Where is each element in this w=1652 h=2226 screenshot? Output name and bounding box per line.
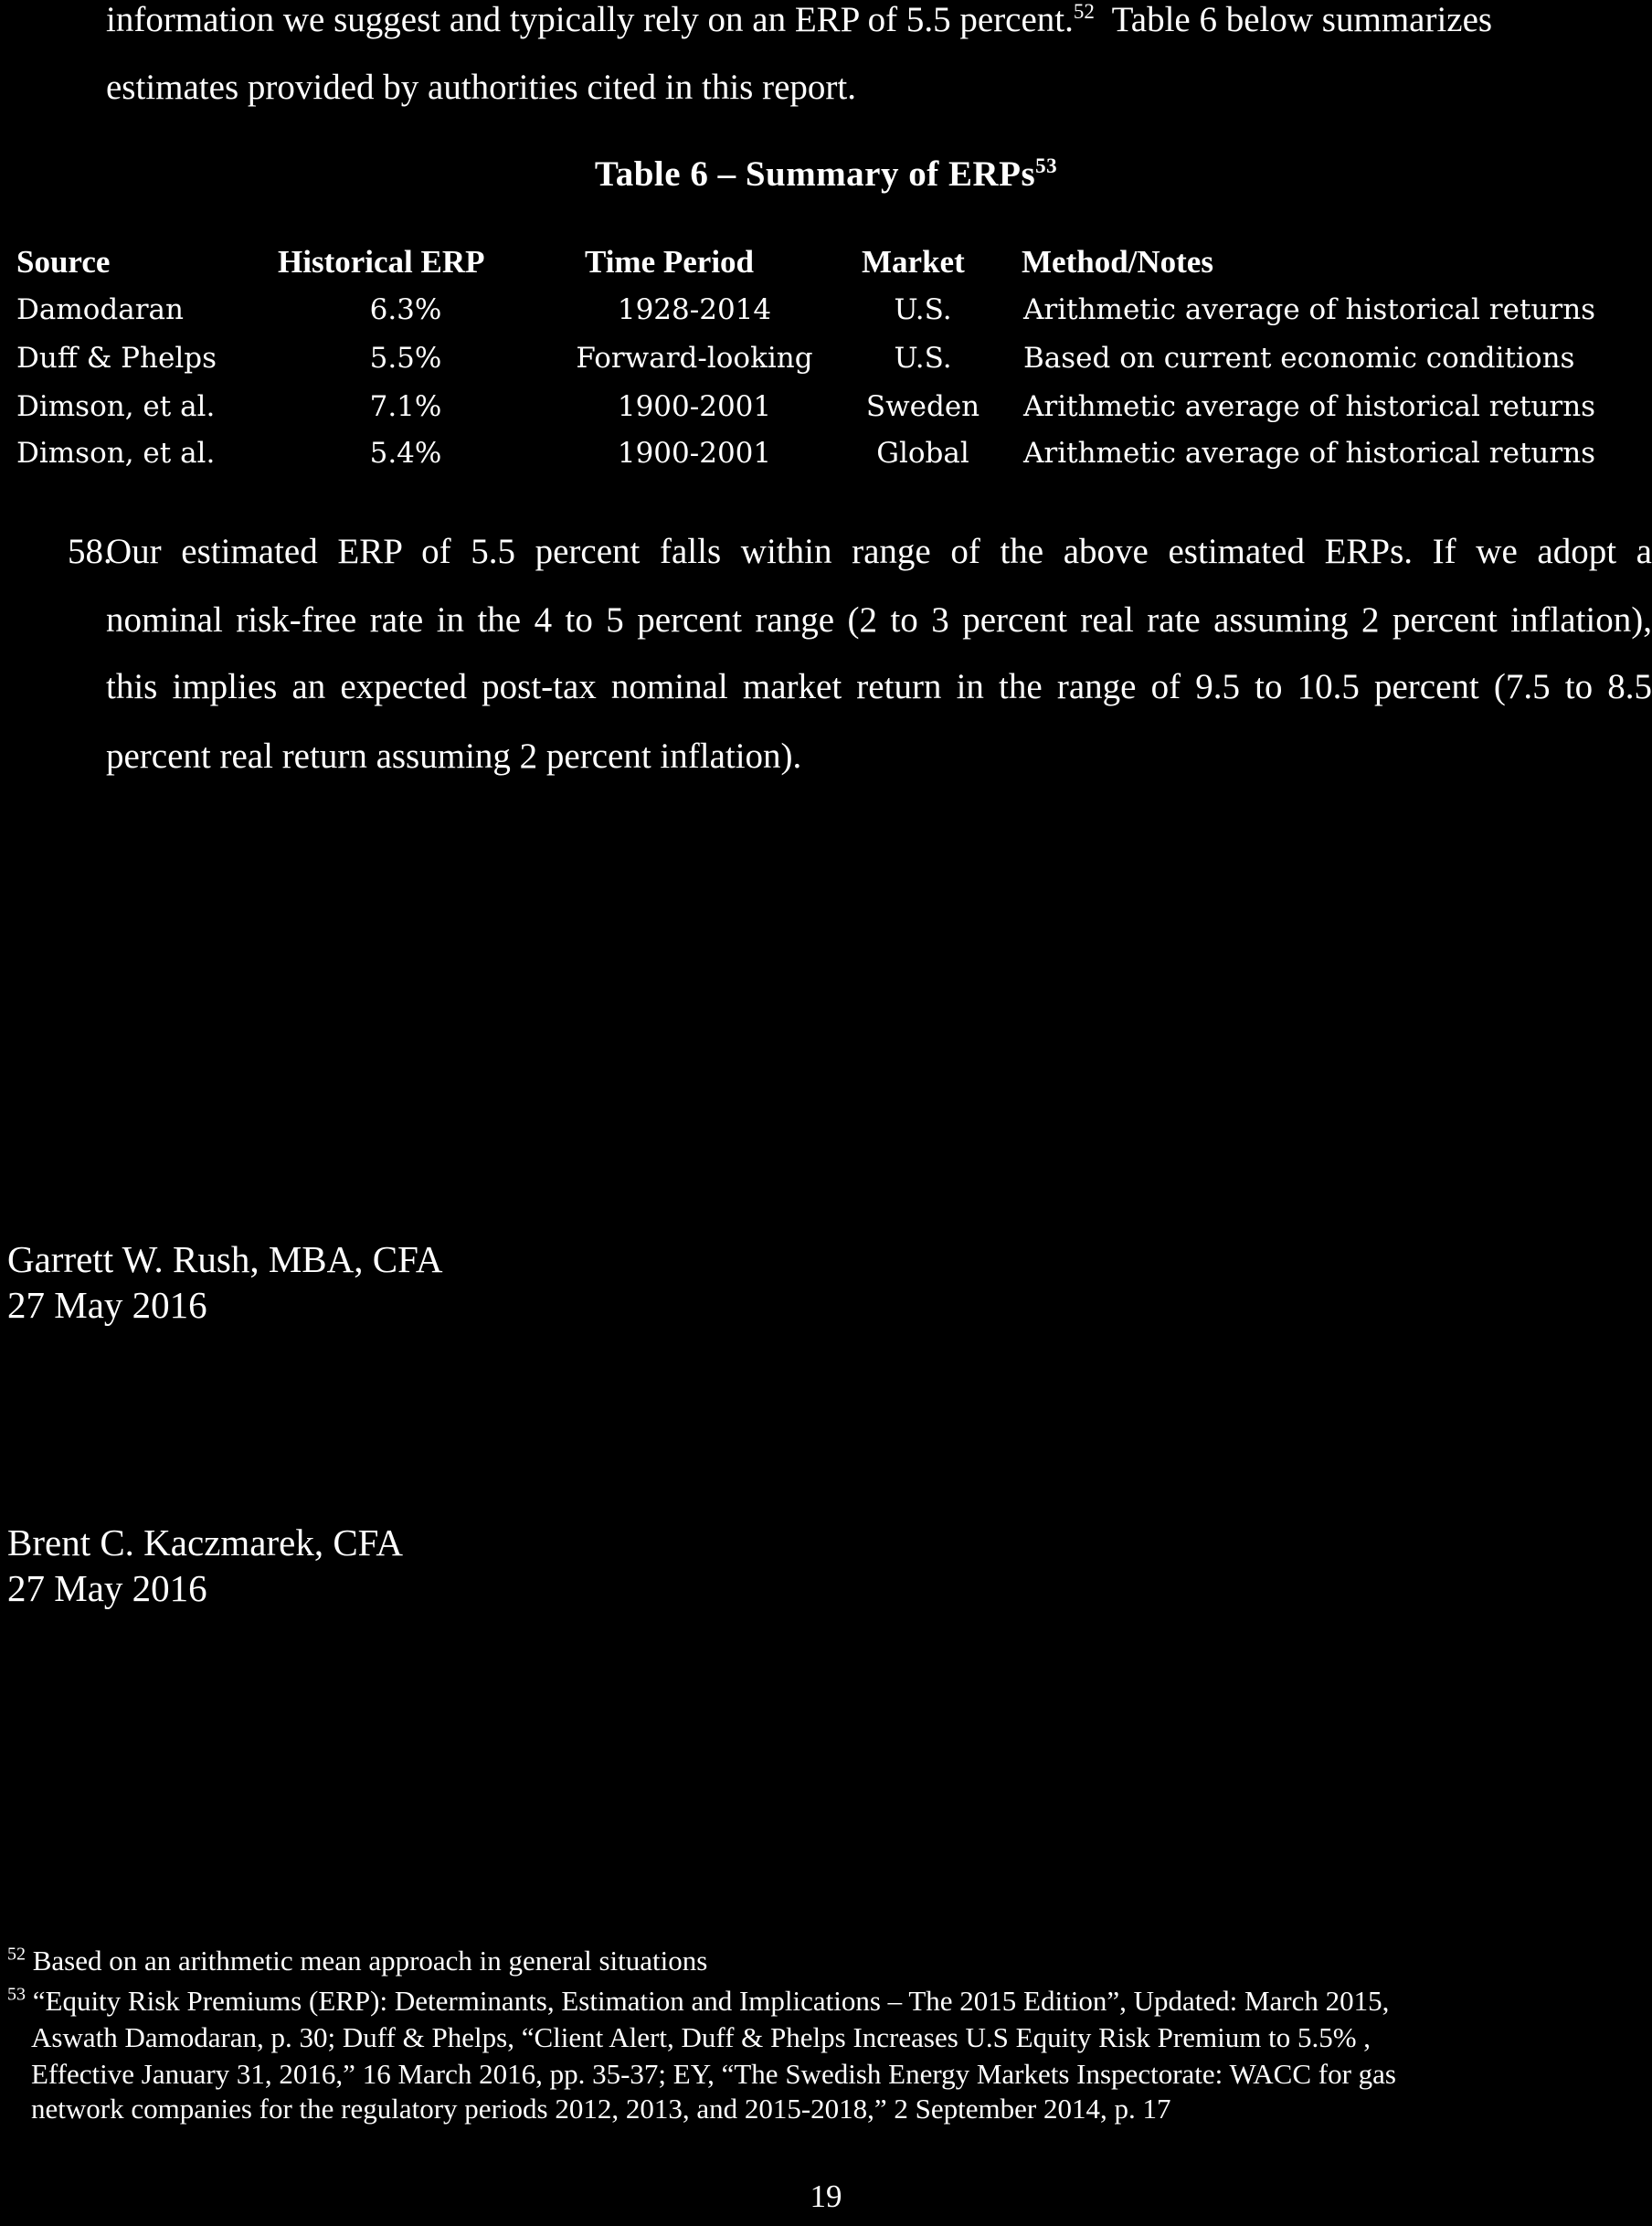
header-source: Source xyxy=(16,244,111,280)
cell-erp: 5.5% xyxy=(369,342,442,375)
footnote-53-line: network companies for the regulatory periods 2012, 2013, and 2015-2018,” 2 September 2014, p. 17 xyxy=(31,2093,1171,2125)
footnote-52 xyxy=(7,1946,707,1975)
cell-erp: 5.4% xyxy=(369,437,442,470)
paragraph-line: nominal risk-free rate in the 4 to 5 percent range (2 to 3 percent real rate assuming 2 percent inflation), xyxy=(106,600,1652,640)
cell-erp: 7.1% xyxy=(369,390,442,423)
cell-erp: 6.3% xyxy=(369,293,442,326)
intro-line-2: estimates provided by authorities cited in this report. xyxy=(106,68,856,107)
cell-source: Damodaran xyxy=(16,293,184,326)
footnote-53-line: Aswath Damodaran, p. 30; Duff & Phelps, “Client Alert, Duff & Phelps Increases U.S Equity Risk Premium to 5.5% , xyxy=(31,2021,1371,2053)
cell-market: Global xyxy=(876,437,969,470)
signatory-name: Garrett W. Rush, MBA, CFA xyxy=(7,1238,443,1280)
footnote-53-line: Effective January 31, 2016,” 16 March 2016, pp. 35-37; EY, “The Swedish Energy Markets Inspectorate: WACC for gas xyxy=(31,2058,1396,2090)
header-method-notes: Method/Notes xyxy=(1022,244,1213,280)
signature-date: 27 May 2016 xyxy=(7,1567,207,1609)
paragraph-line: percent real return assuming 2 percent inflation). xyxy=(106,737,802,776)
paragraph-number: 58. xyxy=(68,532,112,571)
cell-market: U.S. xyxy=(894,293,952,326)
intro-line-1 xyxy=(106,2,1492,37)
cell-source: Dimson, et al. xyxy=(16,390,216,423)
footnote-text: Based on an arithmetic mean approach in general situations xyxy=(32,1945,708,1977)
footnote-text: “Equity Risk Premiums (ERP): Determinants, Estimation and Implications – The 2015 Edition”, Updated: March 2015, xyxy=(32,1985,1390,2017)
paragraph-line: this implies an expected post-tax nominal market return in the range of 9.5 to 10.5 percent (7.5 to 8.5 xyxy=(106,667,1652,706)
cell-market: Sweden xyxy=(865,390,980,423)
footnote-number: 53 xyxy=(7,1984,26,2005)
signatory-name: Brent C. Kaczmarek, CFA xyxy=(7,1521,404,1564)
header-market: Market xyxy=(862,244,965,280)
cell-notes: Arithmetic average of historical returns xyxy=(1023,437,1596,470)
footnote-number: 52 xyxy=(7,1944,26,1965)
signature-date: 27 May 2016 xyxy=(7,1284,207,1326)
cell-period: 1928-2014 xyxy=(617,293,772,326)
cell-source: Duff & Phelps xyxy=(16,342,217,375)
cell-source: Dimson, et al. xyxy=(16,437,216,470)
table-title xyxy=(0,154,1652,195)
cell-period: Forward-looking xyxy=(576,342,813,375)
footnote-ref-53: 53 xyxy=(1035,154,1058,177)
intro-line-1-text: information we suggest and typically rely on an ERP of 5.5 percent. xyxy=(106,0,1074,39)
cell-period: 1900-2001 xyxy=(617,390,772,423)
cell-notes: Arithmetic average of historical returns xyxy=(1023,390,1596,423)
header-historical-erp: Historical ERP xyxy=(278,244,485,280)
paragraph-line: Our estimated ERP of 5.5 percent falls within range of the above estimated ERPs. If we adopt a xyxy=(106,532,1652,571)
footnote-53 xyxy=(7,1984,1390,2017)
intro-line-1-tail: Table 6 below summarizes xyxy=(1094,0,1493,39)
header-time-period: Time Period xyxy=(585,244,755,280)
footnote-ref-52: 52 xyxy=(1073,0,1095,23)
cell-notes: Arithmetic average of historical returns xyxy=(1023,293,1596,326)
cell-notes: Based on current economic conditions xyxy=(1023,342,1575,375)
page-number: 19 xyxy=(810,2178,842,2214)
cell-market: U.S. xyxy=(894,342,952,375)
table-title-text: Table 6 – Summary of ERPs xyxy=(594,154,1036,194)
cell-period: 1900-2001 xyxy=(617,437,772,470)
